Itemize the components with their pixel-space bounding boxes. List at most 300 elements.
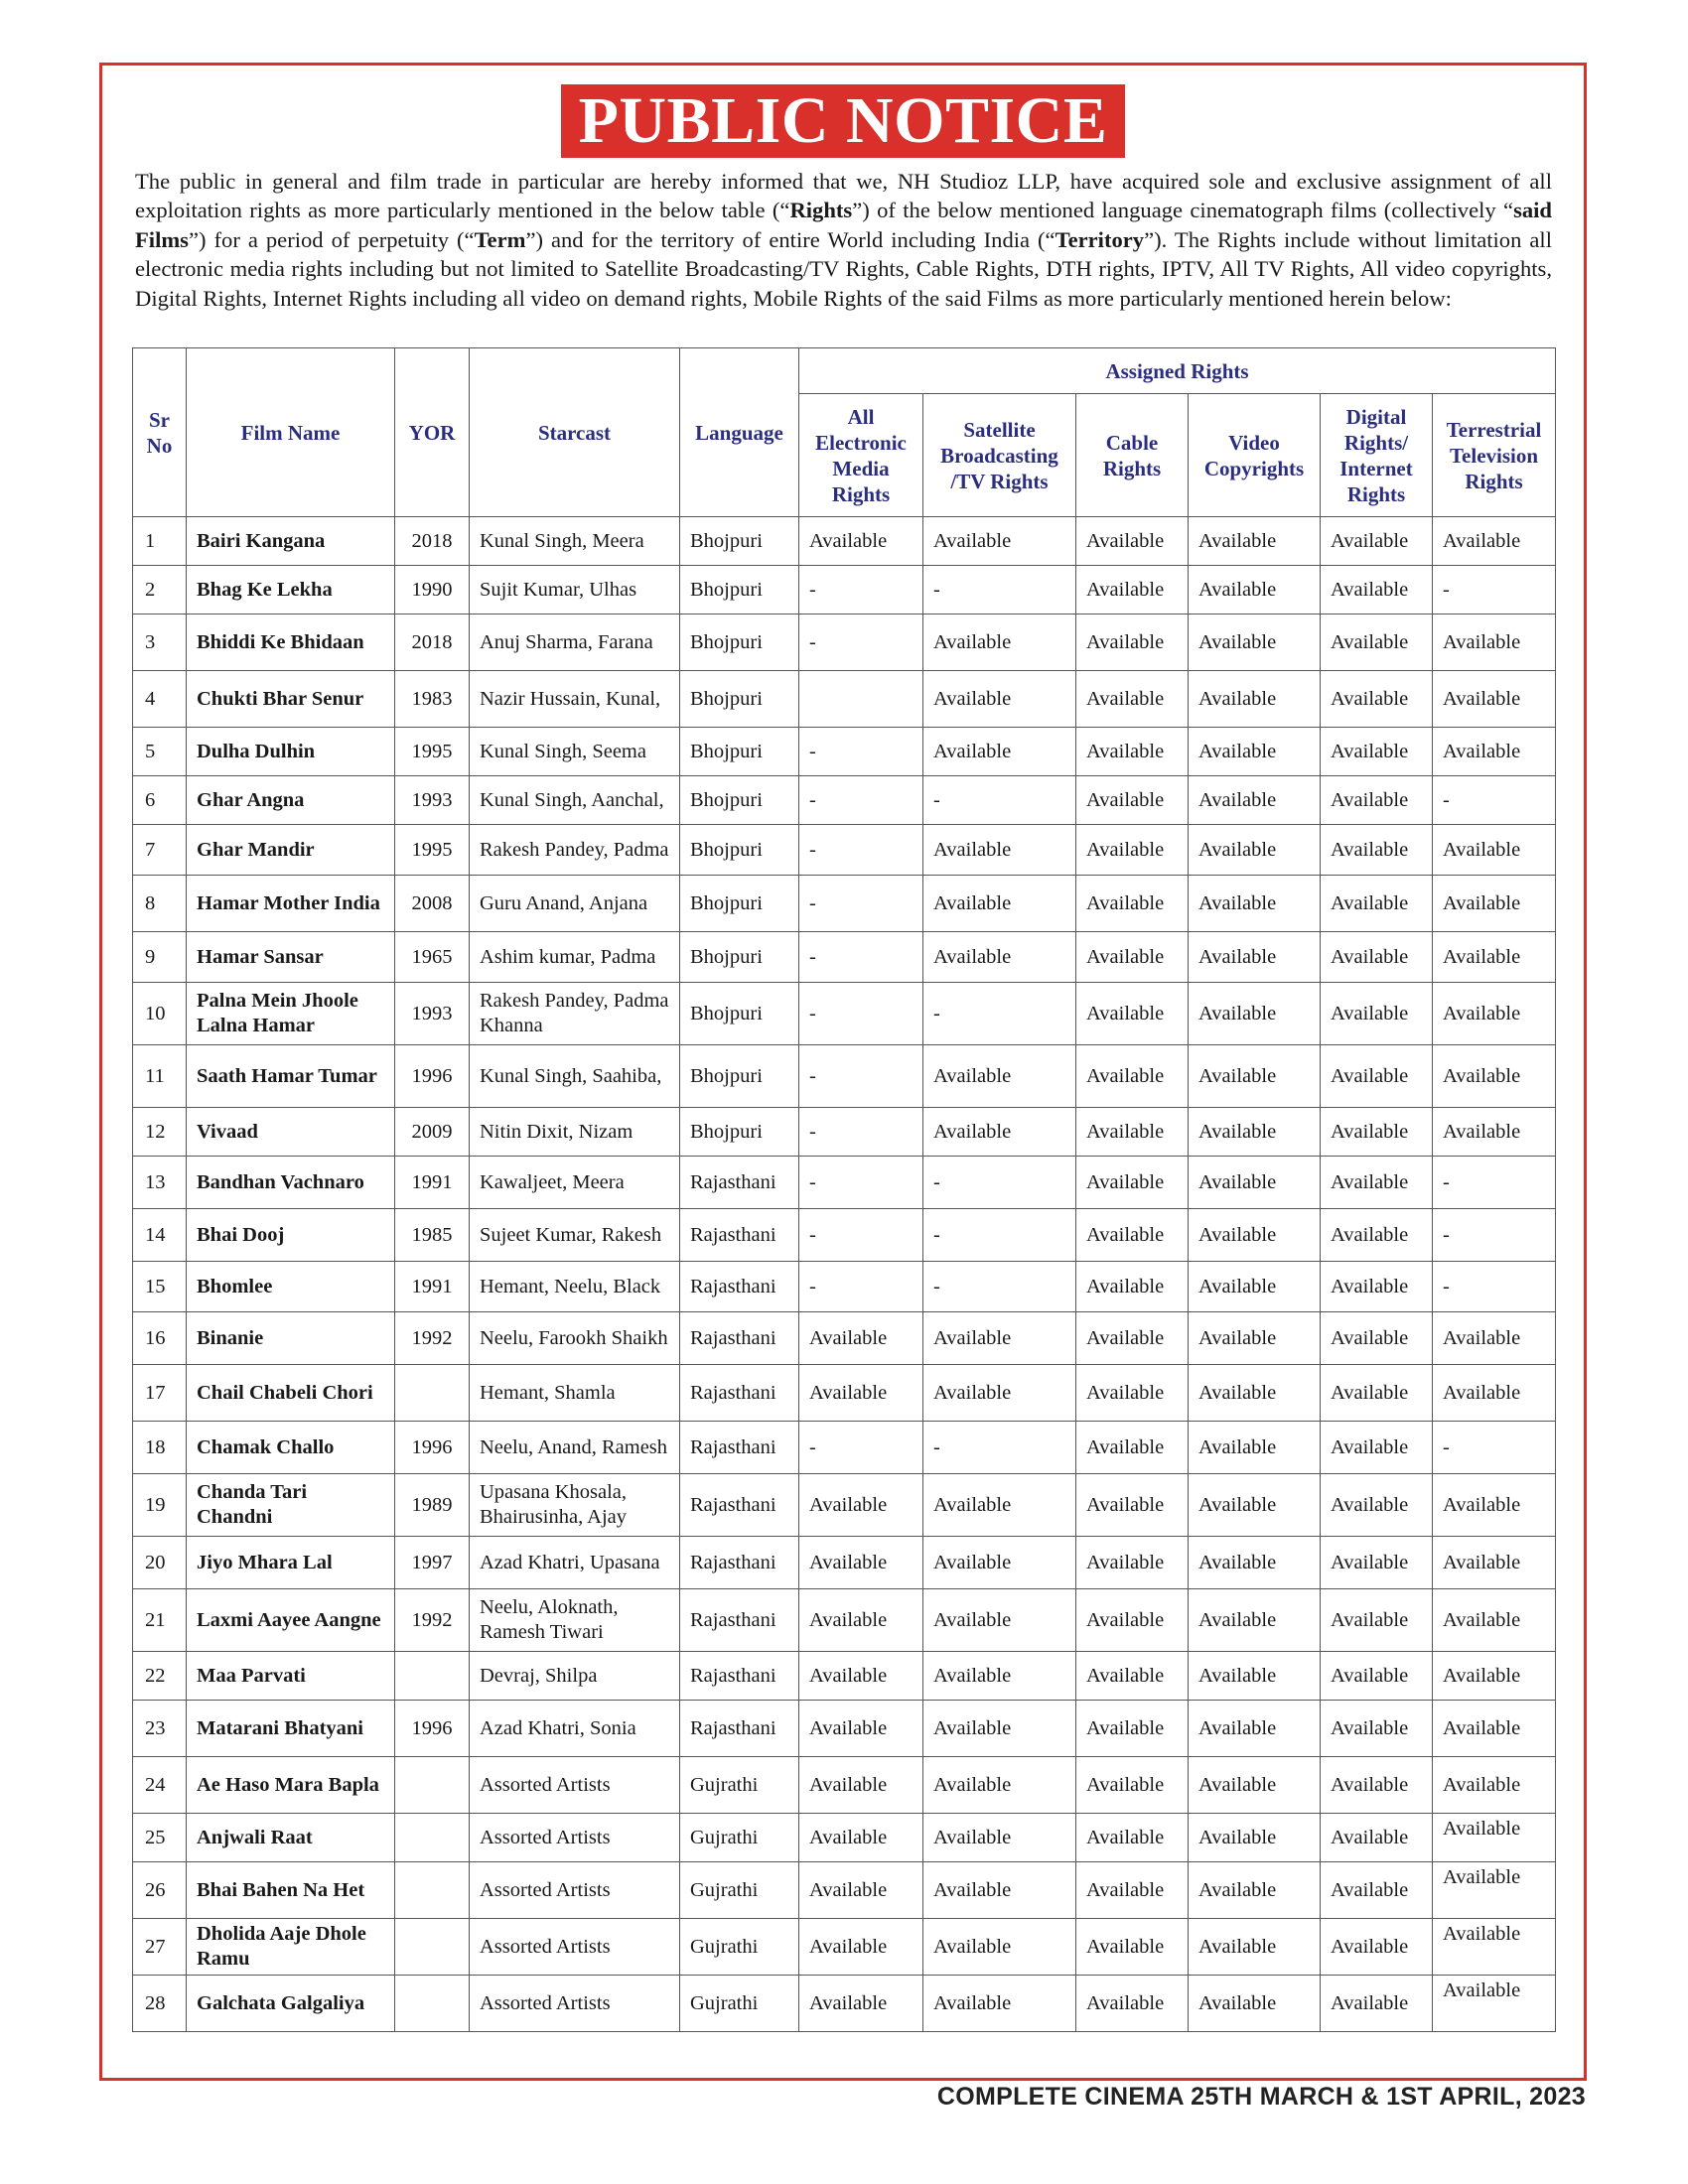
yor-cell: 2008 <box>395 876 470 932</box>
rights-cell: Available <box>1076 825 1189 876</box>
rights-cell: Available <box>799 1312 923 1365</box>
rights-cell: Available <box>1189 776 1321 825</box>
intro-text-2: ”) of the below mentioned language cinematograph films (collectively “ <box>852 198 1514 223</box>
title-wrap <box>102 84 1584 158</box>
rights-cell: Available <box>1433 728 1556 776</box>
rights-cell: Available <box>923 1108 1076 1157</box>
yor-cell: 2009 <box>395 1108 470 1157</box>
rights-cell: - <box>923 1157 1076 1209</box>
rights-cell: Available <box>1433 1757 1556 1814</box>
table-row <box>133 1814 1556 1862</box>
rights-cell: Available <box>1076 1108 1189 1157</box>
rights-cell: Available <box>1076 566 1189 614</box>
language-cell: Rajasthani <box>680 1537 799 1589</box>
rights-cell: Available <box>1189 932 1321 983</box>
rights-cell: Available <box>1076 1422 1189 1474</box>
language-cell: Rajasthani <box>680 1262 799 1312</box>
starcast-cell: Rakesh Pandey, Padma <box>470 825 680 876</box>
film-name-cell: Bhag Ke Lekha <box>187 566 395 614</box>
rights-cell: Available <box>923 614 1076 671</box>
rights-cell: Available <box>1433 517 1556 566</box>
rights-cell: Available <box>1321 776 1433 825</box>
intro-bold-said-films: said Films <box>135 198 1552 252</box>
film-name-cell: Chail Chabeli Chori <box>187 1365 395 1422</box>
sr-cell: 19 <box>133 1474 187 1537</box>
sr-cell: 5 <box>133 728 187 776</box>
rights-cell: Available <box>1189 671 1321 728</box>
film-name-cell: Matarani Bhatyani <box>187 1701 395 1757</box>
rights-cell: Available <box>1076 517 1189 566</box>
sr-cell: 18 <box>133 1422 187 1474</box>
rights-cell: Available <box>1076 1814 1189 1862</box>
rights-cell: Available <box>1321 983 1433 1045</box>
rights-cell: Available <box>1189 1045 1321 1108</box>
starcast-cell: Nitin Dixit, Nizam <box>470 1108 680 1157</box>
film-name-cell: Saath Hamar Tumar <box>187 1045 395 1108</box>
rights-cell: Available <box>1321 932 1433 983</box>
rights-cell: Available <box>1189 983 1321 1045</box>
rights-cell: Available <box>1189 1262 1321 1312</box>
starcast-cell: Anuj Sharma, Farana <box>470 614 680 671</box>
sr-cell: 6 <box>133 776 187 825</box>
col-header-language: Language <box>680 348 799 517</box>
film-name-cell: Jiyo Mhara Lal <box>187 1537 395 1589</box>
rights-cell: Available <box>799 1919 923 1976</box>
film-name-cell: Bhai Bahen Na Het <box>187 1862 395 1919</box>
language-cell: Gujrathi <box>680 1862 799 1919</box>
film-name-cell: Chanda Tari Chandni <box>187 1474 395 1537</box>
rights-cell: Available <box>1433 1652 1556 1701</box>
sr-cell: 11 <box>133 1045 187 1108</box>
rights-cell: Available <box>923 1757 1076 1814</box>
film-name-cell: Chamak Challo <box>187 1422 395 1474</box>
yor-cell: 1965 <box>395 932 470 983</box>
language-cell: Gujrathi <box>680 1976 799 2032</box>
rights-cell: Available <box>1076 876 1189 932</box>
rights-cell: Available <box>799 1757 923 1814</box>
starcast-cell: Assorted Artists <box>470 1814 680 1862</box>
table-row <box>133 825 1556 876</box>
rights-cell: Available <box>923 1365 1076 1422</box>
rights-table-wrap <box>132 347 1555 2032</box>
table-row <box>133 1209 1556 1262</box>
rights-cell: Available <box>1321 1262 1433 1312</box>
table-row <box>133 1262 1556 1312</box>
rights-cell: Available <box>1433 1474 1556 1537</box>
sr-cell: 3 <box>133 614 187 671</box>
rights-cell: Available <box>1189 517 1321 566</box>
rights-cell: Available <box>1076 1157 1189 1209</box>
rights-cell: Available <box>923 1474 1076 1537</box>
yor-cell: 1995 <box>395 825 470 876</box>
rights-cell: Available <box>923 1652 1076 1701</box>
rights-table <box>132 347 1556 2032</box>
table-row <box>133 1474 1556 1537</box>
film-name-cell: Chukti Bhar Senur <box>187 671 395 728</box>
rights-cell: Available <box>1321 1652 1433 1701</box>
table-row <box>133 614 1556 671</box>
sr-cell: 7 <box>133 825 187 876</box>
language-cell: Gujrathi <box>680 1919 799 1976</box>
rights-cell: Available <box>1076 1757 1189 1814</box>
rights-cell: Available <box>1321 1474 1433 1537</box>
yor-cell: 1996 <box>395 1045 470 1108</box>
rights-cell: - <box>799 566 923 614</box>
rights-cell: Available <box>1321 1976 1433 2032</box>
rights-cell: Available <box>799 1474 923 1537</box>
language-cell: Rajasthani <box>680 1312 799 1365</box>
rights-cell: Available <box>923 1701 1076 1757</box>
language-cell: Gujrathi <box>680 1814 799 1862</box>
intro-bold-term: Term <box>474 226 526 252</box>
rights-cell: Available <box>1189 1814 1321 1862</box>
rights-cell: Available <box>1433 1701 1556 1757</box>
rights-cell: - <box>799 1209 923 1262</box>
rights-cell: Available <box>1076 1919 1189 1976</box>
rights-cell: Available <box>1076 671 1189 728</box>
film-name-cell: Bhai Dooj <box>187 1209 395 1262</box>
rights-cell: Available <box>1076 1045 1189 1108</box>
table-row <box>133 932 1556 983</box>
rights-cell: Available <box>1189 566 1321 614</box>
language-cell: Rajasthani <box>680 1474 799 1537</box>
rights-cell: Available <box>1076 1976 1189 2032</box>
rights-cell: Available <box>1433 1365 1556 1422</box>
table-row <box>133 728 1556 776</box>
rights-cell: - <box>1433 776 1556 825</box>
starcast-cell: Assorted Artists <box>470 1757 680 1814</box>
starcast-cell: Nazir Hussain, Kunal, <box>470 671 680 728</box>
intro-text-5: ”). The Rights include without limitation all electronic media rights including but not limited to Satellite Broadcasting/TV Rights, Cable Rights, DTH rights, IPTV, All TV Rights, All video copyrights, Digital Rights, Internet Rights including all video on demand rights, Mobile Rights of the said Films as more particularly mentioned herein below: <box>135 226 1552 311</box>
col-header-video: Video Copyrights <box>1189 394 1321 517</box>
rights-cell: Available <box>1433 1589 1556 1652</box>
sr-cell: 4 <box>133 671 187 728</box>
table-row <box>133 1312 1556 1365</box>
starcast-cell: Guru Anand, Anjana <box>470 876 680 932</box>
rights-cell: Available <box>1189 614 1321 671</box>
intro-text-1: The public in general and film trade in particular are hereby informed that we, NH Studioz LLP, have acquired sole and exclusive assignment of all exploitation rights as more particularly mentioned in the below table (“ <box>135 169 1552 223</box>
starcast-cell: Ashim kumar, Padma <box>470 932 680 983</box>
rights-cell: Available <box>923 825 1076 876</box>
rights-cell: Available <box>1433 876 1556 932</box>
table-row <box>133 671 1556 728</box>
starcast-cell: Kunal Singh, Meera <box>470 517 680 566</box>
starcast-cell: Kunal Singh, Aanchal, <box>470 776 680 825</box>
col-header-terrestrial: Terrestrial Television Rights <box>1433 394 1556 517</box>
rights-cell: Available <box>1321 825 1433 876</box>
rights-cell: - <box>799 1045 923 1108</box>
rights-cell: Available <box>1321 566 1433 614</box>
rights-cell: Available <box>1076 728 1189 776</box>
rights-cell: Available <box>1321 1422 1433 1474</box>
rights-cell: Available <box>1321 614 1433 671</box>
rights-cell: Available <box>1189 728 1321 776</box>
sr-cell: 14 <box>133 1209 187 1262</box>
starcast-cell: Neelu, Farookh Shaikh <box>470 1312 680 1365</box>
yor-cell <box>395 1652 470 1701</box>
rights-cell: Available <box>1433 671 1556 728</box>
rights-cell: - <box>923 1262 1076 1312</box>
rights-cell: Available <box>1189 1701 1321 1757</box>
film-name-cell: Dulha Dulhin <box>187 728 395 776</box>
rights-cell: Available <box>799 1862 923 1919</box>
table-row <box>133 1701 1556 1757</box>
rights-cell: Available <box>1076 614 1189 671</box>
rights-cell: Available <box>1433 1814 1556 1862</box>
yor-cell: 1996 <box>395 1701 470 1757</box>
rights-cell: - <box>1433 1262 1556 1312</box>
col-header-sr: Sr No <box>133 348 187 517</box>
rights-cell: Available <box>799 1537 923 1589</box>
starcast-cell: Sujeet Kumar, Rakesh <box>470 1209 680 1262</box>
rights-cell: - <box>799 728 923 776</box>
film-name-cell: Binanie <box>187 1312 395 1365</box>
rights-cell: Available <box>1433 1862 1556 1919</box>
language-cell: Bhojpuri <box>680 614 799 671</box>
rights-cell: Available <box>1321 1209 1433 1262</box>
rights-cell: Available <box>1076 1862 1189 1919</box>
rights-cell: Available <box>1189 1312 1321 1365</box>
rights-cell: Available <box>799 1701 923 1757</box>
table-row <box>133 517 1556 566</box>
intro-bold-territory: Territory <box>1055 226 1145 252</box>
rights-cell: Available <box>1189 1757 1321 1814</box>
rights-cell: Available <box>1076 1365 1189 1422</box>
yor-cell <box>395 1814 470 1862</box>
sr-cell: 22 <box>133 1652 187 1701</box>
starcast-cell: Rakesh Pandey, Padma Khanna <box>470 983 680 1045</box>
notice-title: PUBLIC NOTICE <box>561 84 1126 158</box>
film-name-cell: Hamar Sansar <box>187 932 395 983</box>
language-cell: Bhojpuri <box>680 776 799 825</box>
table-row <box>133 776 1556 825</box>
film-name-cell: Hamar Mother India <box>187 876 395 932</box>
yor-cell: 1992 <box>395 1312 470 1365</box>
rights-cell: Available <box>923 876 1076 932</box>
rights-cell: - <box>799 614 923 671</box>
starcast-cell: Neelu, Anand, Ramesh <box>470 1422 680 1474</box>
rights-cell: Available <box>1189 1157 1321 1209</box>
film-name-cell: Vivaad <box>187 1108 395 1157</box>
rights-cell: Available <box>1321 1919 1433 1976</box>
table-row <box>133 1757 1556 1814</box>
rights-cell: Available <box>1189 1108 1321 1157</box>
rights-cell: Available <box>799 1365 923 1422</box>
rights-cell: Available <box>1433 1312 1556 1365</box>
table-row <box>133 876 1556 932</box>
rights-cell: Available <box>1189 1537 1321 1589</box>
rights-cell: Available <box>1076 1652 1189 1701</box>
rights-cell: Available <box>1076 1312 1189 1365</box>
intro-text-4: ”) and for the territory of entire World including India (“ <box>525 226 1055 252</box>
yor-cell: 1983 <box>395 671 470 728</box>
rights-cell: Available <box>1076 1474 1189 1537</box>
language-cell: Bhojpuri <box>680 1108 799 1157</box>
language-cell: Rajasthani <box>680 1652 799 1701</box>
rights-cell: Available <box>1321 1701 1433 1757</box>
rights-cell: Available <box>1189 876 1321 932</box>
film-name-cell: Ghar Angna <box>187 776 395 825</box>
language-cell: Rajasthani <box>680 1209 799 1262</box>
intro-paragraph <box>135 167 1552 313</box>
starcast-cell: Assorted Artists <box>470 1919 680 1976</box>
yor-cell: 1996 <box>395 1422 470 1474</box>
yor-cell: 1989 <box>395 1474 470 1537</box>
rights-cell: Available <box>1189 1209 1321 1262</box>
yor-cell <box>395 1862 470 1919</box>
footer-publication: COMPLETE CINEMA 25TH MARCH & 1ST APRIL, 2023 <box>936 2083 1586 2111</box>
sr-cell: 21 <box>133 1589 187 1652</box>
rights-cell: Available <box>1433 614 1556 671</box>
rights-cell <box>799 671 923 728</box>
rights-cell: - <box>799 876 923 932</box>
rights-cell: - <box>799 1422 923 1474</box>
col-header-starcast: Starcast <box>470 348 680 517</box>
film-name-cell: Bhomlee <box>187 1262 395 1312</box>
language-cell: Rajasthani <box>680 1365 799 1422</box>
sr-cell: 25 <box>133 1814 187 1862</box>
rights-cell: Available <box>923 1919 1076 1976</box>
sr-cell: 12 <box>133 1108 187 1157</box>
starcast-cell: Sujit Kumar, Ulhas <box>470 566 680 614</box>
rights-cell: Available <box>1189 1422 1321 1474</box>
rights-cell: Available <box>799 1814 923 1862</box>
rights-cell: Available <box>923 1537 1076 1589</box>
col-header-cable: Cable Rights <box>1076 394 1189 517</box>
sr-cell: 17 <box>133 1365 187 1422</box>
yor-cell: 1993 <box>395 983 470 1045</box>
rights-cell: Available <box>923 728 1076 776</box>
rights-cell: Available <box>923 932 1076 983</box>
starcast-cell: Kunal Singh, Seema <box>470 728 680 776</box>
rights-cell: Available <box>1321 876 1433 932</box>
rights-cell: Available <box>1433 825 1556 876</box>
sr-cell: 26 <box>133 1862 187 1919</box>
rights-cell: Available <box>1433 1045 1556 1108</box>
language-cell: Rajasthani <box>680 1701 799 1757</box>
col-header-electronic-media: All Electronic Media Rights <box>799 394 923 517</box>
rights-cell: Available <box>923 1814 1076 1862</box>
starcast-cell: Assorted Artists <box>470 1862 680 1919</box>
rights-cell: Available <box>1189 825 1321 876</box>
rights-cell: Available <box>799 517 923 566</box>
rights-cell: - <box>799 1108 923 1157</box>
language-cell: Bhojpuri <box>680 671 799 728</box>
language-cell: Bhojpuri <box>680 728 799 776</box>
sr-cell: 13 <box>133 1157 187 1209</box>
rights-cell: - <box>799 983 923 1045</box>
yor-cell: 1990 <box>395 566 470 614</box>
rights-cell: Available <box>1076 1701 1189 1757</box>
language-cell: Bhojpuri <box>680 1045 799 1108</box>
intro-text-3: ”) for a period of perpetuity (“ <box>188 226 475 252</box>
starcast-cell: Hemant, Shamla <box>470 1365 680 1422</box>
rights-cell: Available <box>1321 1537 1433 1589</box>
starcast-cell: Kunal Singh, Saahiba, <box>470 1045 680 1108</box>
yor-cell: 1991 <box>395 1157 470 1209</box>
table-body <box>133 517 1556 2032</box>
language-cell: Rajasthani <box>680 1589 799 1652</box>
table-row <box>133 1976 1556 2032</box>
rights-cell: Available <box>1189 1365 1321 1422</box>
yor-cell <box>395 1365 470 1422</box>
rights-cell: Available <box>923 1312 1076 1365</box>
rights-cell: Available <box>1189 1652 1321 1701</box>
sr-cell: 8 <box>133 876 187 932</box>
sr-cell: 16 <box>133 1312 187 1365</box>
rights-cell: Available <box>1076 1537 1189 1589</box>
film-name-cell: Ae Haso Mara Bapla <box>187 1757 395 1814</box>
starcast-cell: Upasana Khosala, Bhairusinha, Ajay <box>470 1474 680 1537</box>
rights-cell: Available <box>1321 1757 1433 1814</box>
film-name-cell: Palna Mein Jhoole Lalna Hamar <box>187 983 395 1045</box>
rights-cell: Available <box>1321 1108 1433 1157</box>
language-cell: Bhojpuri <box>680 517 799 566</box>
yor-cell <box>395 1976 470 2032</box>
rights-cell: Available <box>1321 1862 1433 1919</box>
rights-cell: - <box>923 983 1076 1045</box>
sr-cell: 20 <box>133 1537 187 1589</box>
yor-cell: 1992 <box>395 1589 470 1652</box>
film-name-cell: Ghar Mandir <box>187 825 395 876</box>
rights-cell: - <box>923 1422 1076 1474</box>
rights-cell: Available <box>1189 1919 1321 1976</box>
film-name-cell: Bhiddi Ke Bhidaan <box>187 614 395 671</box>
rights-cell: Available <box>1076 1209 1189 1262</box>
sr-cell: 2 <box>133 566 187 614</box>
rights-cell: Available <box>1321 671 1433 728</box>
starcast-cell: Hemant, Neelu, Black <box>470 1262 680 1312</box>
rights-cell: Available <box>799 1589 923 1652</box>
sr-cell: 28 <box>133 1976 187 2032</box>
table-row <box>133 1422 1556 1474</box>
sr-cell: 10 <box>133 983 187 1045</box>
yor-cell <box>395 1757 470 1814</box>
table-row <box>133 1919 1556 1976</box>
rights-cell: Available <box>1076 776 1189 825</box>
rights-cell: Available <box>1076 983 1189 1045</box>
rights-cell: Available <box>1189 1474 1321 1537</box>
group-header-assigned-rights: Assigned Rights <box>799 348 1556 394</box>
starcast-cell: Kawaljeet, Meera <box>470 1157 680 1209</box>
table-row <box>133 1157 1556 1209</box>
notice-frame <box>99 63 1587 2081</box>
table-row <box>133 566 1556 614</box>
col-header-digital: Digital Rights/ Internet Rights <box>1321 394 1433 517</box>
sr-cell: 9 <box>133 932 187 983</box>
table-row <box>133 1045 1556 1108</box>
col-header-film: Film Name <box>187 348 395 517</box>
rights-cell: - <box>923 1209 1076 1262</box>
rights-cell: - <box>923 566 1076 614</box>
starcast-cell: Neelu, Aloknath, Ramesh Tiwari <box>470 1589 680 1652</box>
rights-cell: - <box>799 776 923 825</box>
col-header-yor: YOR <box>395 348 470 517</box>
rights-cell: - <box>799 825 923 876</box>
rights-cell: - <box>1433 1422 1556 1474</box>
table-row <box>133 1108 1556 1157</box>
yor-cell: 1991 <box>395 1262 470 1312</box>
sr-cell: 15 <box>133 1262 187 1312</box>
rights-cell: Available <box>1433 1919 1556 1976</box>
yor-cell: 1985 <box>395 1209 470 1262</box>
rights-cell: Available <box>1321 1045 1433 1108</box>
language-cell: Rajasthani <box>680 1157 799 1209</box>
rights-cell: - <box>799 932 923 983</box>
language-cell: Gujrathi <box>680 1757 799 1814</box>
language-cell: Rajasthani <box>680 1422 799 1474</box>
film-name-cell: Dholida Aaje Dhole Ramu <box>187 1919 395 1976</box>
